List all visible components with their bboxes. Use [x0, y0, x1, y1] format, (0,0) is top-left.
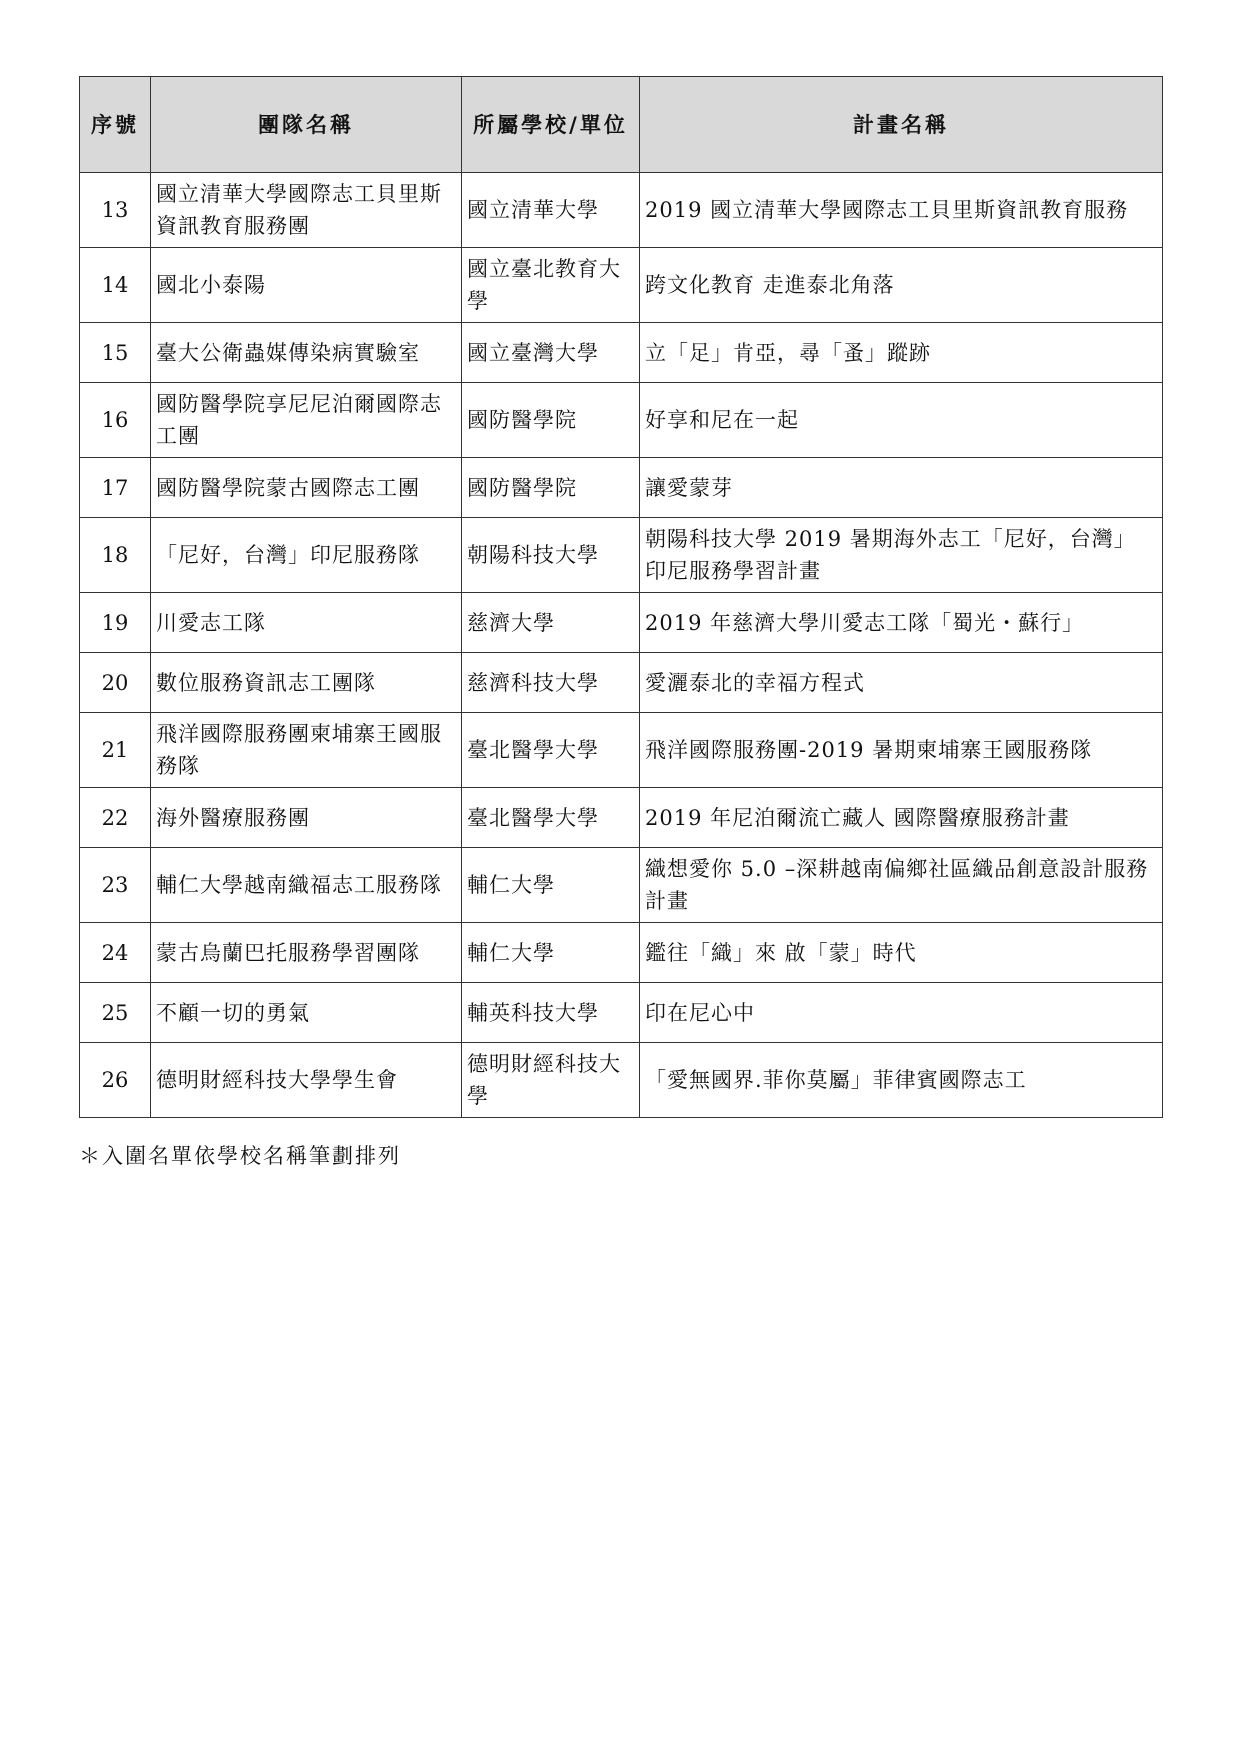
row-no: 18 — [80, 518, 151, 593]
table-row — [80, 1043, 1163, 1118]
table-row — [80, 458, 1163, 518]
header-school: 所屬學校/單位 — [462, 77, 640, 173]
table-row — [80, 848, 1163, 923]
row-school: 慈濟大學 — [462, 593, 640, 653]
row-plan: 印在尼心中 — [640, 983, 1163, 1043]
row-team: 輔仁大學越南織福志工服務隊 — [151, 848, 462, 923]
row-no: 17 — [80, 458, 151, 518]
table-row — [80, 323, 1163, 383]
row-plan: 2019 年尼泊爾流亡藏人 國際醫療服務計畫 — [640, 788, 1163, 848]
row-plan: 立「足」肯亞，尋「蚤」蹤跡 — [640, 323, 1163, 383]
row-school: 國立臺北教育大學 — [462, 248, 640, 323]
row-school: 輔仁大學 — [462, 923, 640, 983]
row-school: 國防醫學院 — [462, 383, 640, 458]
row-team: 「尼好，台灣」印尼服務隊 — [151, 518, 462, 593]
row-plan: 2019 年慈濟大學川愛志工隊「蜀光・蘇行」 — [640, 593, 1163, 653]
header-team: 團隊名稱 — [151, 77, 462, 173]
row-no: 16 — [80, 383, 151, 458]
table-row — [80, 653, 1163, 713]
row-no: 21 — [80, 713, 151, 788]
header-no: 序號 — [80, 77, 151, 173]
row-no: 23 — [80, 848, 151, 923]
row-team: 海外醫療服務團 — [151, 788, 462, 848]
row-team: 數位服務資訊志工團隊 — [151, 653, 462, 713]
table-row — [80, 383, 1163, 458]
row-no: 13 — [80, 173, 151, 248]
row-no: 22 — [80, 788, 151, 848]
row-plan: 織想愛你 5.0 –深耕越南偏鄉社區織品創意設計服務計畫 — [640, 848, 1163, 923]
row-plan: 讓愛蒙芽 — [640, 458, 1163, 518]
row-plan: 「愛無國界.菲你莫屬」菲律賓國際志工 — [640, 1043, 1163, 1118]
row-team: 國防醫學院蒙古國際志工團 — [151, 458, 462, 518]
table-row — [80, 983, 1163, 1043]
row-no: 26 — [80, 1043, 151, 1118]
row-school: 臺北醫學大學 — [462, 713, 640, 788]
footnote: ＊入圍名單依學校名稱筆劃排列 — [79, 1144, 401, 1168]
row-plan: 愛灑泰北的幸福方程式 — [640, 653, 1163, 713]
table-row — [80, 248, 1163, 323]
table-row — [80, 593, 1163, 653]
row-school: 臺北醫學大學 — [462, 788, 640, 848]
table-row — [80, 923, 1163, 983]
row-school: 國立清華大學 — [462, 173, 640, 248]
row-school: 朝陽科技大學 — [462, 518, 640, 593]
row-school: 輔英科技大學 — [462, 983, 640, 1043]
row-school: 慈濟科技大學 — [462, 653, 640, 713]
row-school: 國防醫學院 — [462, 458, 640, 518]
row-team: 臺大公衛蟲媒傳染病實驗室 — [151, 323, 462, 383]
row-team: 飛洋國際服務團柬埔寨王國服務隊 — [151, 713, 462, 788]
row-school: 輔仁大學 — [462, 848, 640, 923]
row-team: 國防醫學院享尼尼泊爾國際志工團 — [151, 383, 462, 458]
row-team: 德明財經科技大學學生會 — [151, 1043, 462, 1118]
row-plan: 飛洋國際服務團-2019 暑期柬埔寨王國服務隊 — [640, 713, 1163, 788]
table-row — [80, 173, 1163, 248]
header-plan: 計畫名稱 — [640, 77, 1163, 173]
row-no: 19 — [80, 593, 151, 653]
row-no: 15 — [80, 323, 151, 383]
row-plan: 鑑往「織」來 啟「蒙」時代 — [640, 923, 1163, 983]
row-plan: 2019 國立清華大學國際志工貝里斯資訊教育服務 — [640, 173, 1163, 248]
row-team: 蒙古烏蘭巴托服務學習團隊 — [151, 923, 462, 983]
table-row — [80, 713, 1163, 788]
row-school: 德明財經科技大學 — [462, 1043, 640, 1118]
table-row — [80, 518, 1163, 593]
row-team: 不顧一切的勇氣 — [151, 983, 462, 1043]
row-team: 國立清華大學國際志工貝里斯資訊教育服務團 — [151, 173, 462, 248]
row-no: 24 — [80, 923, 151, 983]
row-plan: 跨文化教育 走進泰北角落 — [640, 248, 1163, 323]
row-no: 14 — [80, 248, 151, 323]
finalist-table — [79, 76, 1163, 1118]
row-school: 國立臺灣大學 — [462, 323, 640, 383]
row-plan: 朝陽科技大學 2019 暑期海外志工「尼好，台灣」印尼服務學習計畫 — [640, 518, 1163, 593]
row-no: 25 — [80, 983, 151, 1043]
table-header-row — [80, 77, 1163, 173]
row-plan: 好享和尼在一起 — [640, 383, 1163, 458]
row-team: 國北小泰陽 — [151, 248, 462, 323]
table-row — [80, 788, 1163, 848]
row-no: 20 — [80, 653, 151, 713]
row-team: 川愛志工隊 — [151, 593, 462, 653]
